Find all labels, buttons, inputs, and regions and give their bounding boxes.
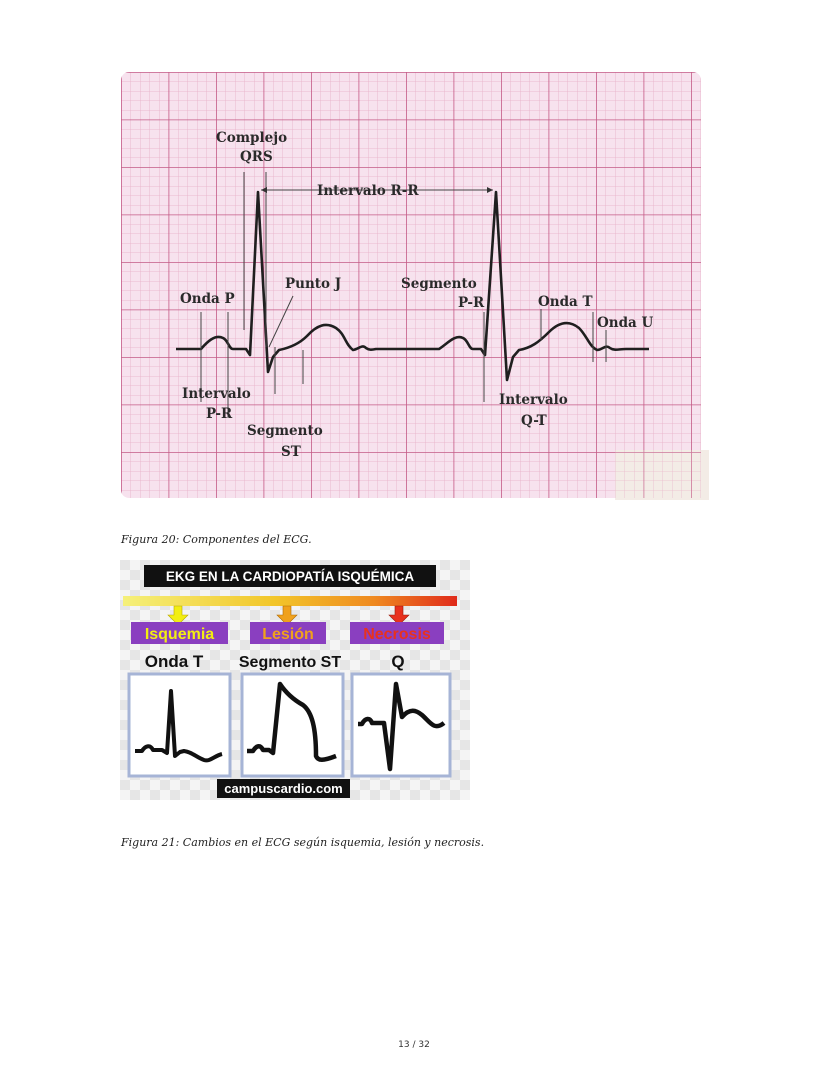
label-p-wave: Onda P [180,291,235,307]
footer-brand: campuscardio.com [224,781,343,796]
page-number: 13 / 32 [398,1040,430,1050]
ischemia-ekg-figure [120,560,470,800]
label-qt-interval: Intervalo [499,392,568,408]
label-st-segment: Segmento [247,423,323,439]
sublabel-st-segment: Segmento ST [238,654,342,671]
figure-title: EKG EN LA CARDIOPATÍA ISQUÉMICA [165,569,415,584]
label-pr-interval: Intervalo [182,386,251,402]
stage-label-necrosis: Necrosis [363,626,431,643]
sublabel-q: Q [391,652,405,671]
figure-20-caption: Figura 20: Componentes del ECG. [121,533,312,546]
stage-label-ischemia: Isquemia [144,626,215,643]
stage-label-lesion: Lesión [262,626,314,643]
sublabel-t-wave: Onda T [144,652,204,671]
label-qt-interval-2: Q-T [521,413,547,429]
label-rr-interval: Intervalo R-R [317,183,419,199]
label-u-wave: Onda U [597,315,654,331]
ecg-components-figure [121,72,709,500]
label-pr-segment: Segmento [401,276,477,292]
ecg-grid-diagram [121,72,709,500]
label-j-point: Punto J [285,276,342,292]
gradient-bar [123,596,457,606]
label-qrs: QRS [240,149,273,165]
label-t-wave: Onda T [538,294,593,310]
label-st-segment-2: ST [281,444,301,460]
figure-21-caption: Figura 21: Cambios en el ECG según isquemia, lesión y necrosis. [121,836,485,849]
panel-ischemia [129,674,230,776]
label-pr-interval-2: P-R [206,406,233,422]
label-qrs-complex: Complejo [216,130,288,146]
ischemia-ekg-diagram [120,560,470,800]
label-pr-segment-2: P-R [458,295,485,311]
